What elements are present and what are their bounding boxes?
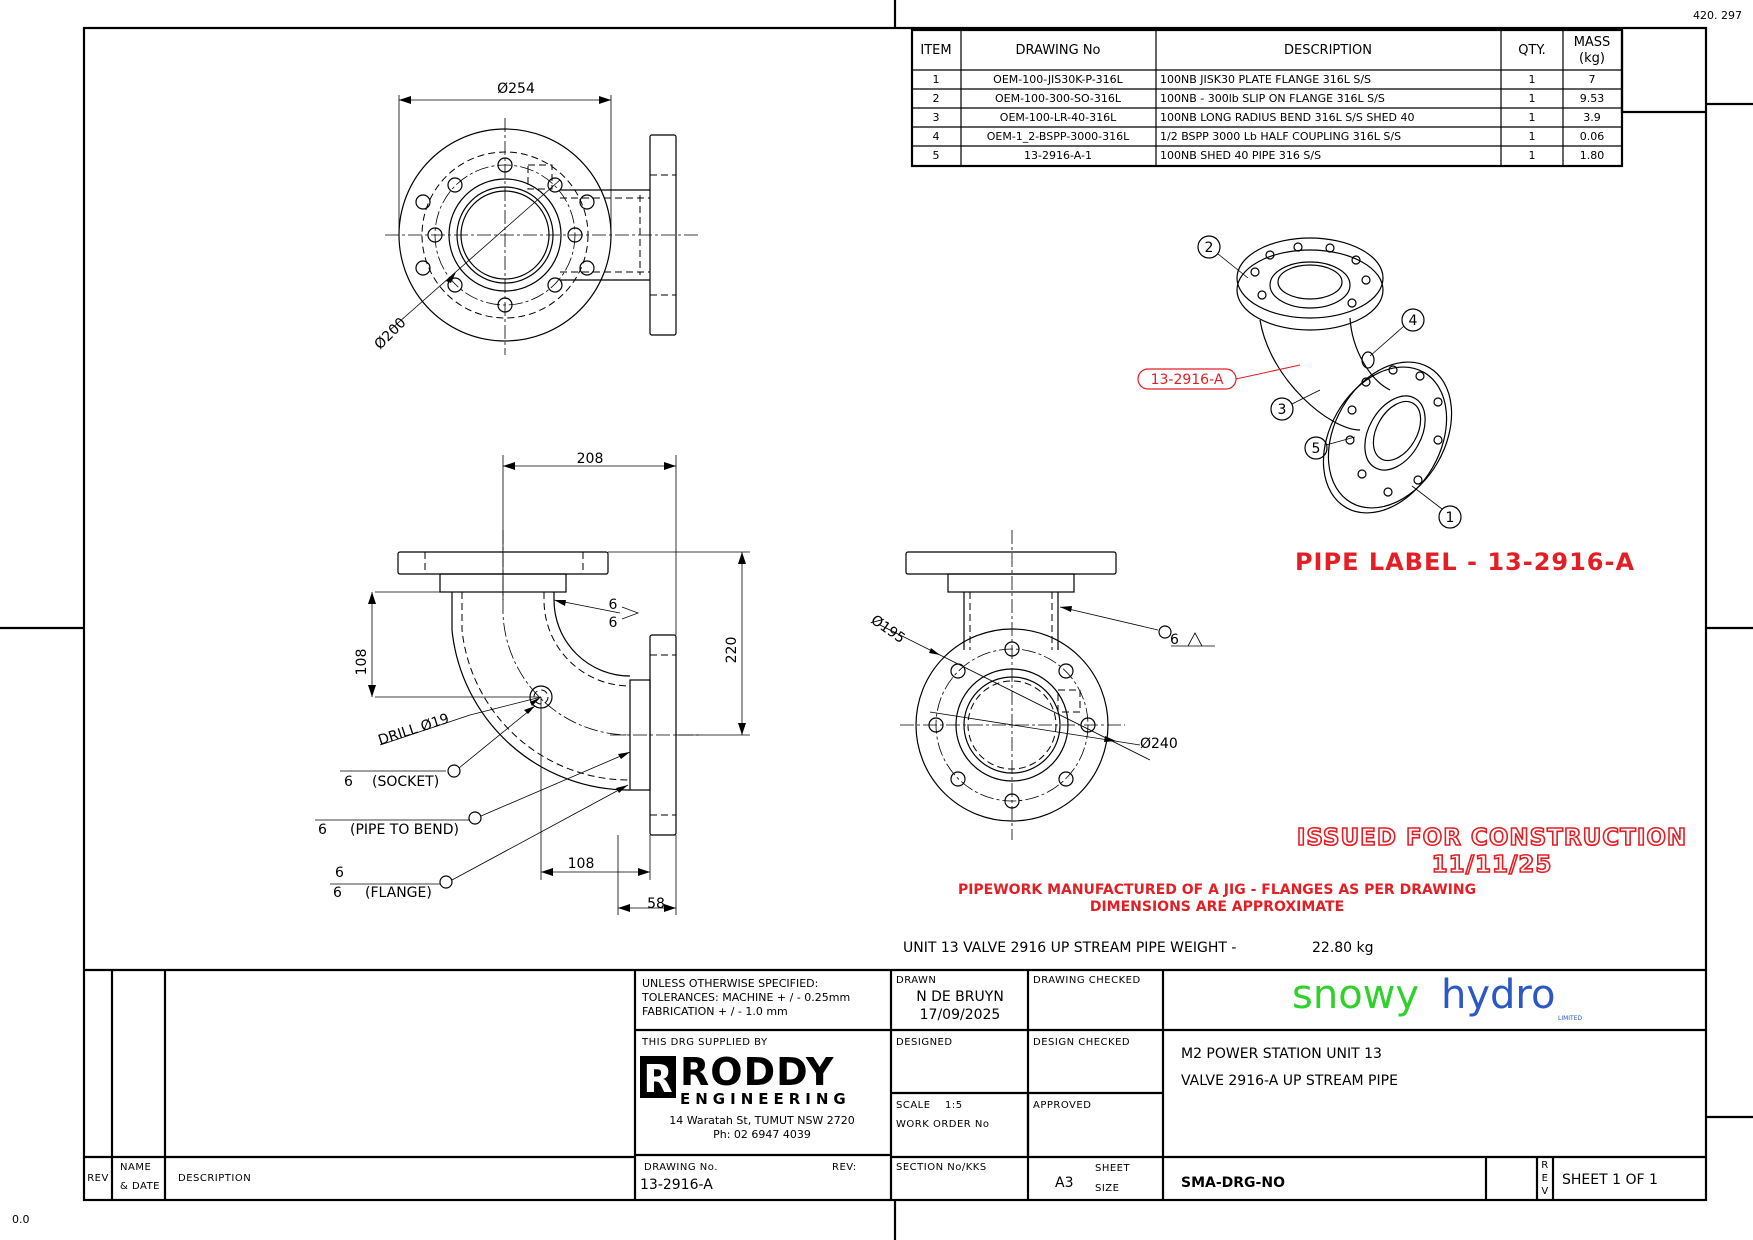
supplied-by-label: THIS DRG SUPPLIED BY	[642, 1037, 768, 1048]
issued-for-construction-stamp: ISSUED FOR CONSTRUCTION	[1296, 825, 1688, 851]
dim-220: 220	[724, 636, 740, 664]
balloon-3: 3	[1277, 402, 1287, 418]
pipe-weight-label: UNIT 13 VALVE 2916 UP STREAM PIPE WEIGHT -	[903, 940, 1237, 956]
drawn-name: N DE BRUYN	[916, 989, 1004, 1005]
drawing-checked-label: DRAWING CHECKED	[1033, 975, 1141, 986]
bom-cell-qty: 1	[1528, 73, 1536, 86]
weld-flange-label: (FLANGE)	[365, 885, 432, 901]
bom-cell-description: 100NB SHED 40 PIPE 316 S/S	[1160, 149, 1322, 162]
weld-flange-size-a: 6	[335, 865, 344, 881]
bom-cell-item: 5	[932, 149, 940, 162]
work-order-label: WORK ORDER No	[896, 1119, 990, 1130]
bend-front-view	[880, 530, 1215, 840]
weld-pipe-bend-label: (PIPE TO BEND)	[350, 822, 459, 838]
sheet-size-code: 420. 297	[1693, 9, 1742, 22]
tb-date-header: & DATE	[120, 1181, 160, 1192]
scale-label: SCALE	[896, 1100, 931, 1111]
drawing-number: 13-2916-A	[640, 1177, 713, 1193]
tb-rev-header: REV	[87, 1173, 109, 1184]
rev-vertical-v: V	[1541, 1186, 1549, 1197]
tb-description-header: DESCRIPTION	[178, 1173, 252, 1184]
tb-name-header: NAME	[120, 1162, 152, 1173]
balloon-5: 5	[1311, 441, 1321, 457]
bom-cell-item: 1	[932, 73, 940, 86]
bom-cell-mass: 3.9	[1583, 111, 1601, 124]
balloon-2: 2	[1204, 240, 1214, 256]
weld-flange-size-b: 6	[333, 885, 342, 901]
iso-pipe-tag: 13-2916-A	[1150, 372, 1224, 388]
weld-pipe-bend-size: 6	[318, 822, 327, 838]
drawing-title-line-2: VALVE 2916-A UP STREAM PIPE	[1181, 1073, 1398, 1089]
bom-cell-drawing: OEM-1_2-BSPP-3000-316L	[986, 130, 1130, 143]
bom-cell-description: 100NB - 300lb SLIP ON FLANGE 316L S/S	[1160, 92, 1385, 105]
supplier-phone: Ph: 02 6947 4039	[713, 1128, 811, 1141]
bom-cell-description: 1/2 BSPP 3000 Lb HALF COUPLING 316L S/S	[1160, 130, 1402, 143]
sheet-size-label-2: SIZE	[1095, 1183, 1120, 1194]
sheet-count: SHEET 1 OF 1	[1562, 1172, 1658, 1188]
dim-208: 208	[576, 451, 604, 467]
bom-cell-item: 3	[932, 111, 940, 124]
dim-d200: Ø200	[371, 314, 410, 353]
bom-cell-drawing: 13-2916-A-1	[1024, 149, 1092, 162]
scale-value: 1:5	[945, 1100, 963, 1111]
dim-108-vertical: 108	[354, 648, 370, 676]
svg-text:R: R	[643, 1057, 673, 1101]
drawn-label: DRAWN	[896, 975, 937, 986]
bom-cell-mass: 0.06	[1579, 130, 1605, 143]
weld-end-view-size: 6	[1170, 632, 1179, 648]
design-checked-label: DESIGN CHECKED	[1033, 1037, 1131, 1048]
bom-cell-drawing: OEM-100-300-SO-316L	[994, 92, 1122, 105]
svg-text:snowy: snowy	[1292, 972, 1420, 1018]
drill-note: DRILL Ø19	[376, 710, 452, 749]
bom-cell-item: 2	[932, 92, 940, 105]
flange-top-view	[385, 95, 700, 355]
svg-text:LIMITED: LIMITED	[1558, 1015, 1583, 1022]
drawing-code: SMA-DRG-NO	[1181, 1175, 1285, 1191]
weld-symbol-top-b: 6	[608, 615, 618, 631]
bom-row	[933, 92, 1605, 105]
tolerance-line-1: UNLESS OTHERWISE SPECIFIED:	[642, 977, 819, 990]
weld-socket-label: (SOCKET)	[372, 774, 440, 790]
tolerance-line-2: TOLERANCES: MACHINE + / - 0.25mm	[642, 991, 851, 1004]
origin-code: 0.0	[12, 1213, 30, 1226]
bom-header-description: DESCRIPTION	[1284, 43, 1372, 58]
bom-row	[933, 149, 1605, 162]
sheet-size-label-1: SHEET	[1095, 1163, 1131, 1174]
drawing-title-line-1: M2 POWER STATION UNIT 13	[1181, 1046, 1382, 1062]
rev-vertical-e: E	[1541, 1173, 1549, 1184]
bom-cell-mass: 1.80	[1579, 149, 1605, 162]
roddy-engineering-logo	[640, 1050, 851, 1108]
bom-cell-qty: 1	[1528, 130, 1536, 143]
bom-cell-description: 100NB JISK30 PLATE FLANGE 316L S/S	[1160, 73, 1372, 86]
bom-row	[933, 130, 1605, 143]
bom-cell-mass: 7	[1588, 73, 1596, 86]
weld-symbol-top-a: 6	[608, 597, 618, 613]
bom-row	[933, 73, 1596, 86]
jig-note-line-1: PIPEWORK MANUFACTURED OF A JIG - FLANGES AS PER DRAWING	[957, 882, 1477, 898]
supplier-address: 14 Waratah St, TUMUT NSW 2720	[669, 1114, 855, 1127]
svg-text:hydro: hydro	[1441, 972, 1556, 1018]
snowy-hydro-logo	[1292, 972, 1583, 1022]
section-label: SECTION No/KKS	[896, 1162, 987, 1173]
approved-label: APPROVED	[1033, 1100, 1092, 1111]
balloon-1: 1	[1445, 510, 1455, 526]
bom-cell-qty: 1	[1528, 92, 1536, 105]
issued-date-stamp: 11/11/25	[1431, 852, 1553, 878]
bom-cell-drawing: OEM-100-JIS30K-P-316L	[993, 73, 1123, 86]
bom-cell-description: 100NB LONG RADIUS BEND 316L S/S SHED 40	[1160, 111, 1415, 124]
bom-header-qty: QTY.	[1518, 43, 1546, 58]
bend-side-view	[315, 455, 750, 915]
drawing-no-label: DRAWING No.	[644, 1162, 718, 1173]
dim-d240: Ø240	[1140, 736, 1178, 752]
balloon-4: 4	[1408, 313, 1418, 329]
dim-d254: Ø254	[497, 81, 535, 97]
bom-header-drawing: DRAWING No	[1015, 43, 1101, 58]
svg-text:RODDY: RODDY	[680, 1050, 835, 1094]
bom-cell-mass: 9.53	[1579, 92, 1605, 105]
drawn-date: 17/09/2025	[919, 1007, 1001, 1023]
rev-vertical-r: R	[1541, 1160, 1549, 1171]
bom-header-mass: MASS	[1573, 35, 1611, 50]
tolerance-line-3: FABRICATION + / - 1.0 mm	[642, 1005, 788, 1018]
bom-header-item: ITEM	[920, 43, 952, 58]
rev-label: REV:	[832, 1162, 857, 1173]
dim-58: 58	[647, 896, 665, 912]
weld-socket-size: 6	[344, 774, 353, 790]
dim-108-horizontal: 108	[567, 856, 595, 872]
designed-label: DESIGNED	[896, 1037, 953, 1048]
pipe-label-note: PIPE LABEL - 13-2916-A	[1294, 548, 1636, 576]
bom-cell-qty: 1	[1528, 111, 1536, 124]
jig-note-line-2: DIMENSIONS ARE APPROXIMATE	[1089, 899, 1345, 915]
bom-cell-drawing: OEM-100-LR-40-316L	[999, 111, 1117, 124]
svg-text:ENGINEERING: ENGINEERING	[680, 1090, 851, 1108]
dim-d195: Ø195	[867, 612, 908, 647]
sheet-size-value: A3	[1055, 1175, 1074, 1191]
bom-header-mass-unit: (kg)	[1579, 51, 1605, 66]
pipe-weight-value: 22.80 kg	[1312, 940, 1374, 956]
bom-cell-item: 4	[932, 130, 940, 143]
bom-cell-qty: 1	[1528, 149, 1536, 162]
